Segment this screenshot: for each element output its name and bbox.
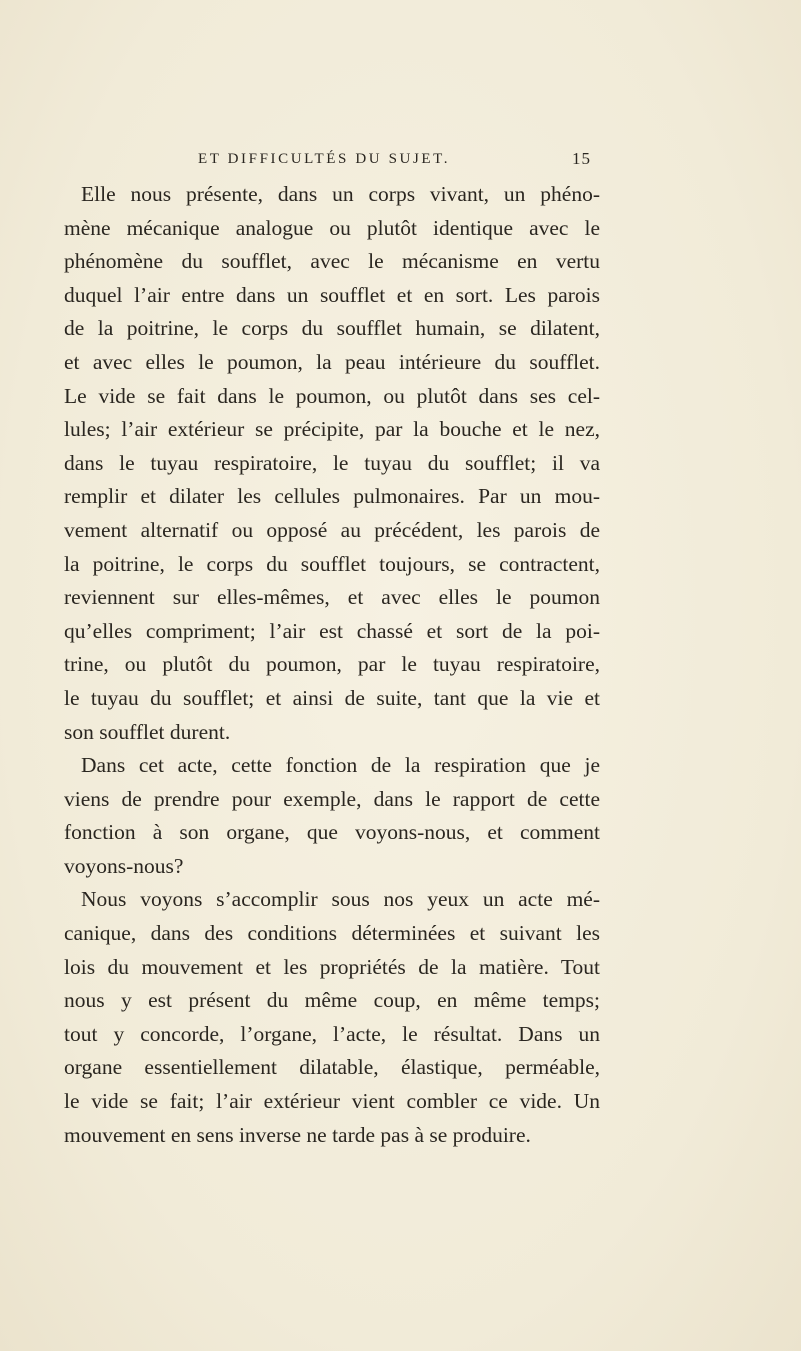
- text-line: mouvement en sens inverse ne tarde pas à se produire.: [64, 1122, 531, 1147]
- page-number: 15: [572, 149, 591, 168]
- text-line: Le vide se fait dans le poumon, ou plutôt dans ses cel-: [64, 383, 600, 408]
- text-line: remplir et dilater les cellules pulmonaires. Par un mou-: [64, 484, 600, 509]
- running-head: [0, 146, 801, 172]
- text-line: trine, ou plutôt du poumon, par le tuyau respiratoire,: [64, 652, 600, 677]
- text-line: la poitrine, le corps du soufflet toujours, se contractent,: [64, 551, 600, 576]
- text-line: le tuyau du soufflet; et ainsi de suite, tant que la vie et: [64, 685, 600, 710]
- text-line: de la poitrine, le corps du soufflet humain, se dilatent,: [64, 316, 600, 341]
- text-line: duquel l’air entre dans un soufflet et en sort. Les parois: [64, 282, 600, 307]
- text-line: Dans cet acte, cette fonction de la respiration que je: [81, 753, 600, 778]
- text-line: et avec elles le poumon, la peau intérieure du soufflet.: [64, 349, 600, 374]
- text-line: Elle nous présente, dans un corps vivant, un phéno-: [81, 182, 600, 206]
- text-line: tout y concorde, l’organe, l’acte, le résultat. Dans un: [64, 1021, 600, 1046]
- text-line: vement alternatif ou opposé au précédent, les parois de: [64, 517, 600, 542]
- text-line: nous y est présent du même coup, en même temps;: [64, 988, 600, 1013]
- running-title: ET DIFFICULTÉS DU SUJET.: [198, 151, 451, 167]
- text-line: le vide se fait; l’air extérieur vient combler ce vide. Un: [64, 1089, 600, 1114]
- text-line: viens de prendre pour exemple, dans le rapport de cette: [64, 786, 600, 811]
- text-line: voyons-nous?: [64, 853, 184, 878]
- text-line: lois du mouvement et les propriétés de la matière. Tout: [64, 954, 600, 979]
- text-line: canique, dans des conditions déterminées et suivant les: [64, 921, 600, 946]
- text-line: fonction à son organe, que voyons-nous, et comment: [64, 820, 600, 845]
- text-line: mène mécanique analogue ou plutôt identique avec le: [64, 215, 600, 240]
- text-line: Nous voyons s’accomplir sous nos yeux un acte mé-: [81, 887, 600, 912]
- text-line: qu’elles compriment; l’air est chassé et sort de la poi-: [64, 618, 600, 643]
- body-text: [64, 178, 600, 1152]
- text-line: son soufflet durent.: [64, 719, 231, 744]
- text-line: lules; l’air extérieur se précipite, par la bouche et le nez,: [64, 417, 600, 442]
- text-line: phénomène du soufflet, avec le mécanisme en vertu: [64, 249, 600, 274]
- text-line: organe essentiellement dilatable, élastique, perméable,: [64, 1055, 600, 1080]
- text-line: dans le tuyau respiratoire, le tuyau du soufflet; il va: [64, 450, 600, 475]
- text-line: reviennent sur elles-mêmes, et avec elles le poumon: [64, 585, 600, 610]
